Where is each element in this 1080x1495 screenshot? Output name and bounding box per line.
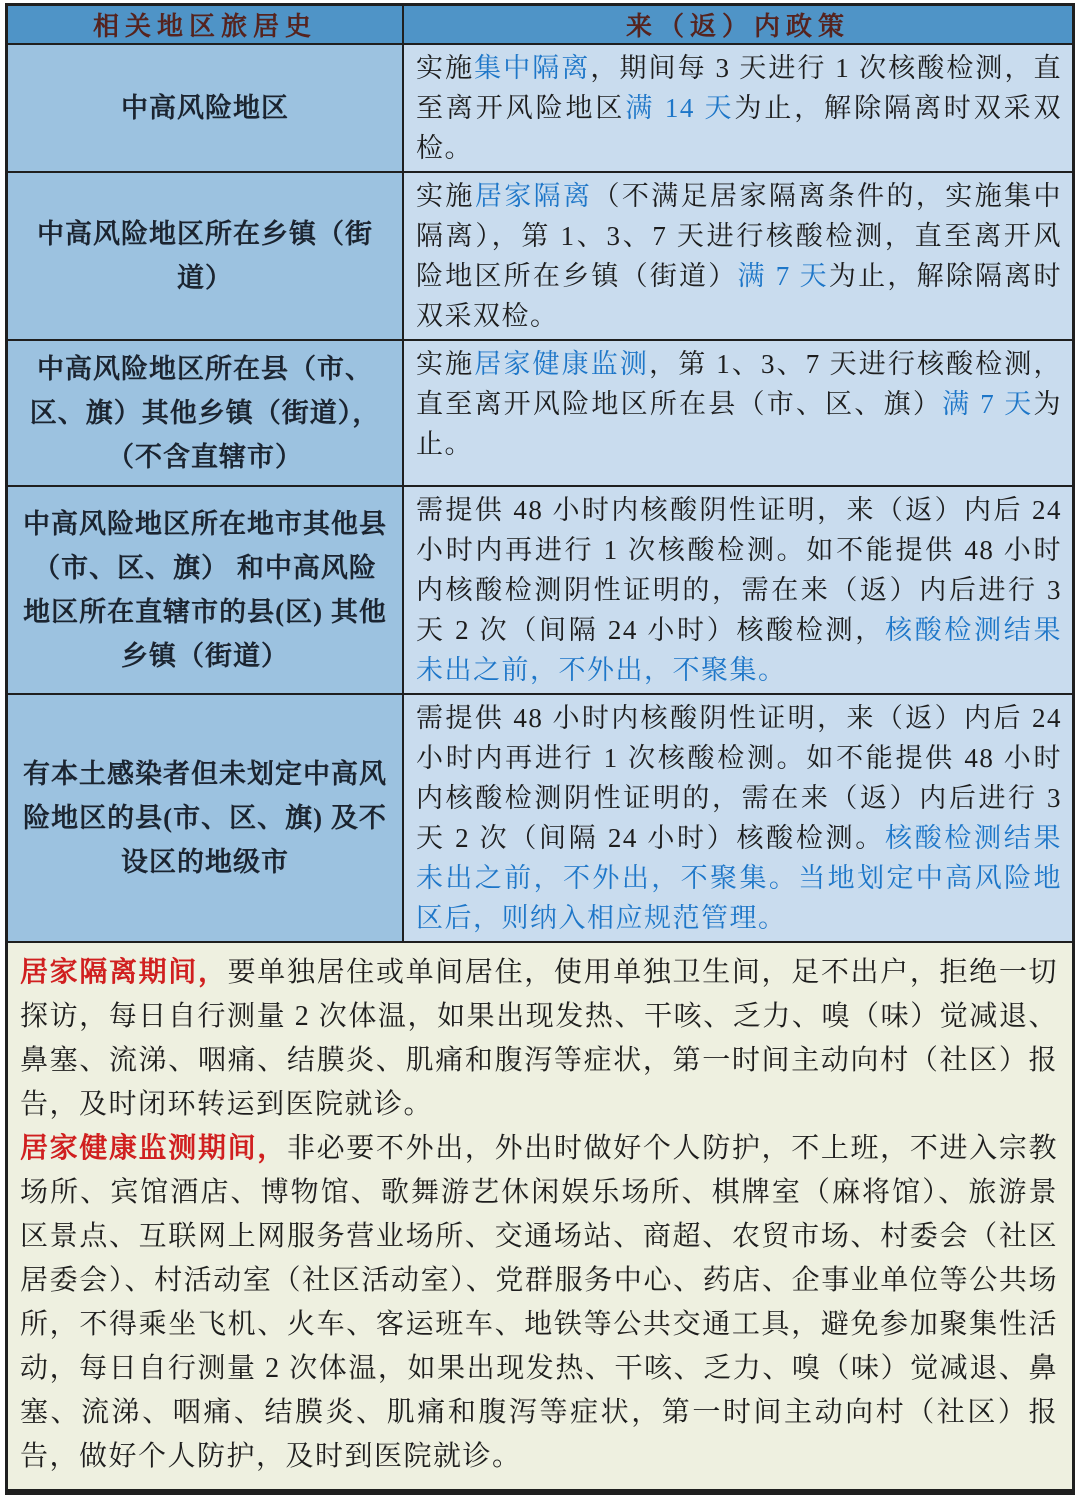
policy-segment-normal: 实施 xyxy=(416,349,475,379)
home-quarantine-note-lead: 居家隔离期间， xyxy=(20,957,228,988)
home-quarantine-note-body: 要单独居住或单间居住，使用单独卫生间，足不出户，拒绝一切探访，每日自行测量 2 次体温，如果出现发热、干咳、乏力、嗅（味）觉减退、鼻塞、流涕、咽痛、结膜炎、肌痛和腹泻等症状，第一时间主动向村（社区）报告，及时闭环转运到医院就诊。 xyxy=(20,957,1058,1120)
health-monitoring-note xyxy=(20,1127,1058,1479)
policy-segment-normal: 需提供 48 小时内核酸阴性证明，来（返）内后 24 小时内再进行 1 次核酸检测。如不能提供 48 小时内核酸检测阴性证明的，需在来（返）内后进行 3 天 2 次（间隔 24 小时）核酸检测。 xyxy=(416,703,1062,853)
region-cell: 有本土感染者但未划定中高风险地区的县(市、区、旗) 及不设区的地级市 xyxy=(8,695,404,941)
policy-segment-normal: 实施 xyxy=(416,53,475,83)
policy-cell xyxy=(404,173,1072,339)
policy-segment-normal: 需提供 48 小时内核酸阴性证明，来（返）内后 24 小时内再进行 1 次核酸检测。如不能提供 48 小时内核酸检测阴性证明的，需在来（返）内后进行 3 天 2 次（间隔 24 小时）核酸检测， xyxy=(416,495,1062,645)
policy-segment-blue: 核酸检测结果未出之前，不外出，不聚集。当地划定中高风险地区后，则纳入相应规范管理。 xyxy=(416,823,1063,933)
policy-cell xyxy=(404,487,1072,693)
policy-segment-normal: 为止，解除隔离时双采双检。 xyxy=(416,93,1063,163)
region-cell: 中高风险地区所在乡镇（街道） xyxy=(8,173,404,339)
policy-segment-blue: 满 7 天 xyxy=(942,389,1034,419)
policy-segment-normal: 为止，解除隔离时双采双检。 xyxy=(416,261,1063,331)
policy-segment-blue: 满 7 天 xyxy=(737,261,829,291)
table-row xyxy=(8,339,1072,485)
policy-segment-blue: 核酸检测结果未出之前，不外出，不聚集。 xyxy=(416,615,1063,685)
health-monitoring-note-lead: 居家健康监测期间， xyxy=(20,1133,287,1164)
table-row xyxy=(8,43,1072,171)
policy-segment-blue: 居家隔离 xyxy=(474,181,593,211)
policy-segment-normal: （不满足居家隔离条件的，实施集中隔离），第 1、3、7 天进行核酸检测，直至离开风险地区所在乡镇（街道） xyxy=(416,181,1063,291)
health-monitoring-note-body: 非必要不外出，外出时做好个人防护，不上班，不进入宗教场所、宾馆酒店、博物馆、歌舞游艺休闲娱乐场所、棋牌室（麻将馆）、旅游景区景点、互联网上网服务营业场所、交通场站、商超、农贸市场、村委会（社区居委会）、村活动室（社区活动室）、党群服务中心、药店、企事业单位等公共场所，不得乘坐飞机、火车、客运班车、地铁等公共交通工具，避免参加聚集性活动，每日自行测量 2 次体温，如果出现发热、干咳、乏力、嗅（味）觉减退、鼻塞、流涕、咽痛、结膜炎、肌痛和腹泻等症状，第一时间主动向村（社区）报告，做好个人防护，及时到医院就诊。 xyxy=(20,1133,1058,1472)
policy-segment-blue: 集中隔离 xyxy=(474,53,591,83)
policy-segment-normal: ，期间每 3 天进行 1 次核酸检测，直至离开风险地区 xyxy=(416,53,1063,123)
policy-segment-blue: 满 14 天 xyxy=(625,93,735,123)
table-header-row xyxy=(8,6,1072,43)
region-cell: 中高风险地区所在县（市、区、旗）其他乡镇（街道），（不含直辖市） xyxy=(8,341,404,485)
policy-cell xyxy=(404,695,1072,941)
policy-segment-normal: 实施 xyxy=(416,181,475,211)
table-row xyxy=(8,693,1072,941)
policy-cell xyxy=(404,45,1072,171)
header-region-column: 相关地区旅居史 xyxy=(8,6,404,43)
policy-segment-blue: 居家健康监测 xyxy=(474,349,650,379)
notes-section xyxy=(8,941,1072,1489)
policy-cell xyxy=(404,341,1072,485)
policy-segment-normal: 为止。 xyxy=(416,389,1063,459)
header-policy-column: 来（返）内政策 xyxy=(625,12,850,41)
policy-segment-normal: ，第 1、3、7 天进行核酸检测，直至离开风险地区所在县（市、区、旗） xyxy=(416,349,1063,419)
table-row xyxy=(8,485,1072,693)
table-row xyxy=(8,171,1072,339)
region-cell: 中高风险地区 xyxy=(8,45,404,171)
policy-table xyxy=(5,3,1075,1495)
region-cell: 中高风险地区所在地市其他县（市、区、旗） 和中高风险地区所在直辖市的县(区) 其他乡镇（街道） xyxy=(8,487,404,693)
home-quarantine-note xyxy=(20,951,1058,1127)
